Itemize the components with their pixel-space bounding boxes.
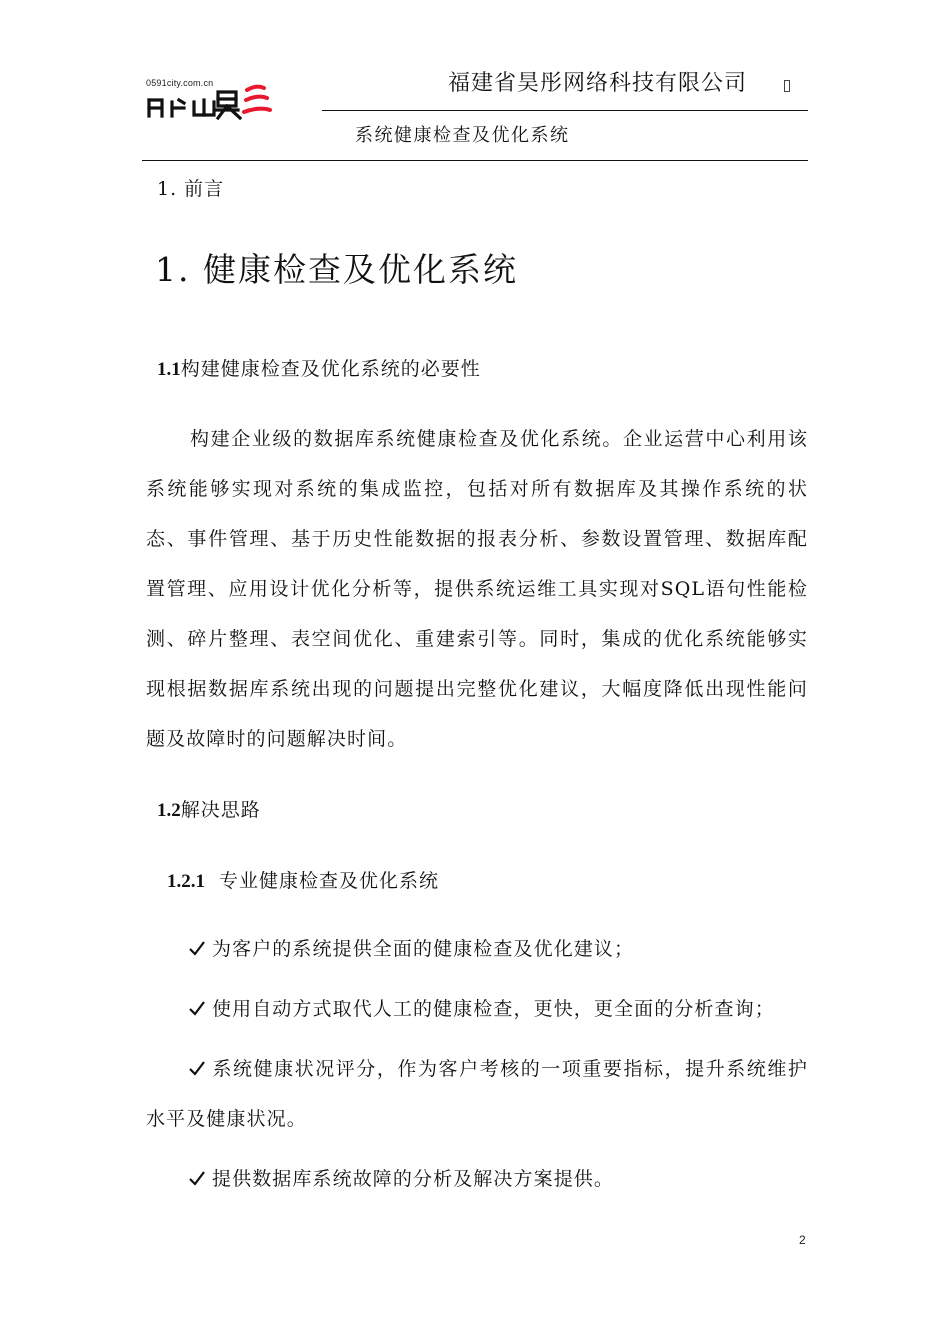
text-cursor-box — [784, 80, 790, 92]
company-logo — [146, 72, 316, 120]
logo-url-text: 0591city.com.cn — [146, 78, 214, 88]
toc-entry[interactable]: 1. 前言 — [157, 178, 225, 200]
check-mark-icon — [188, 939, 206, 957]
subsubsection-number: 1.2.1 — [167, 871, 205, 892]
section-heading: 1. 健康检查及优化系统 — [155, 250, 518, 289]
subsection-heading-1-1 — [157, 354, 481, 381]
list-item — [146, 1154, 808, 1204]
page-number: 2 — [799, 1233, 806, 1247]
list-item — [146, 984, 808, 1034]
subsubsection-heading-1-2-1 — [167, 866, 439, 893]
subsection-heading-1-2 — [157, 795, 261, 822]
subsection-title: 构建健康检查及优化系统的必要性 — [180, 358, 481, 380]
list-item-text: 系统健康状况评分，作为客户考核的一项重要指标，提升系统维护水平及健康状况。 — [146, 1058, 808, 1130]
list-item — [146, 924, 808, 974]
check-mark-icon — [188, 999, 206, 1017]
list-item-text: 为客户的系统提供全面的健康检查及优化建议； — [212, 938, 635, 960]
body-paragraph: 构建企业级的数据库系统健康检查及优化系统。企业运营中心利用该系统能够实现对系统的集成监控，包括对所有数据库及其操作系统的状态、事件管理、基于历史性能数据的报表分析、参数设置管理、数据库配置管理、应用设计优化分析等，提供系统运维工具实现对SQL语句性能检测、碎片整理、表空间优化、重建索引等。同时，集成的优化系统能够实现根据数据库系统出现的问题提出完整优化建议，大幅度降低出现性能问题及故障时的问题解决时间。 — [146, 428, 808, 750]
subsubsection-title: 专业健康检查及优化系统 — [219, 870, 440, 892]
subsection-title: 解决思路 — [180, 799, 261, 821]
check-mark-icon — [188, 1059, 206, 1077]
header-divider-bottom — [142, 160, 808, 161]
list-item-text: 使用自动方式取代人工的健康检查，更快，更全面的分析查询； — [212, 998, 775, 1020]
header-divider-top — [322, 110, 808, 111]
subsection-number: 1.2 — [157, 800, 181, 821]
list-item-text: 提供数据库系统故障的分析及解决方案提供。 — [212, 1168, 615, 1190]
header-subtitle: 系统健康检查及优化系统 — [355, 125, 570, 146]
company-name: 福建省昊彤网络科技有限公司 — [448, 71, 748, 96]
subsection-number: 1.1 — [157, 359, 181, 380]
list-item — [146, 1044, 808, 1144]
check-mark-icon — [188, 1169, 206, 1187]
